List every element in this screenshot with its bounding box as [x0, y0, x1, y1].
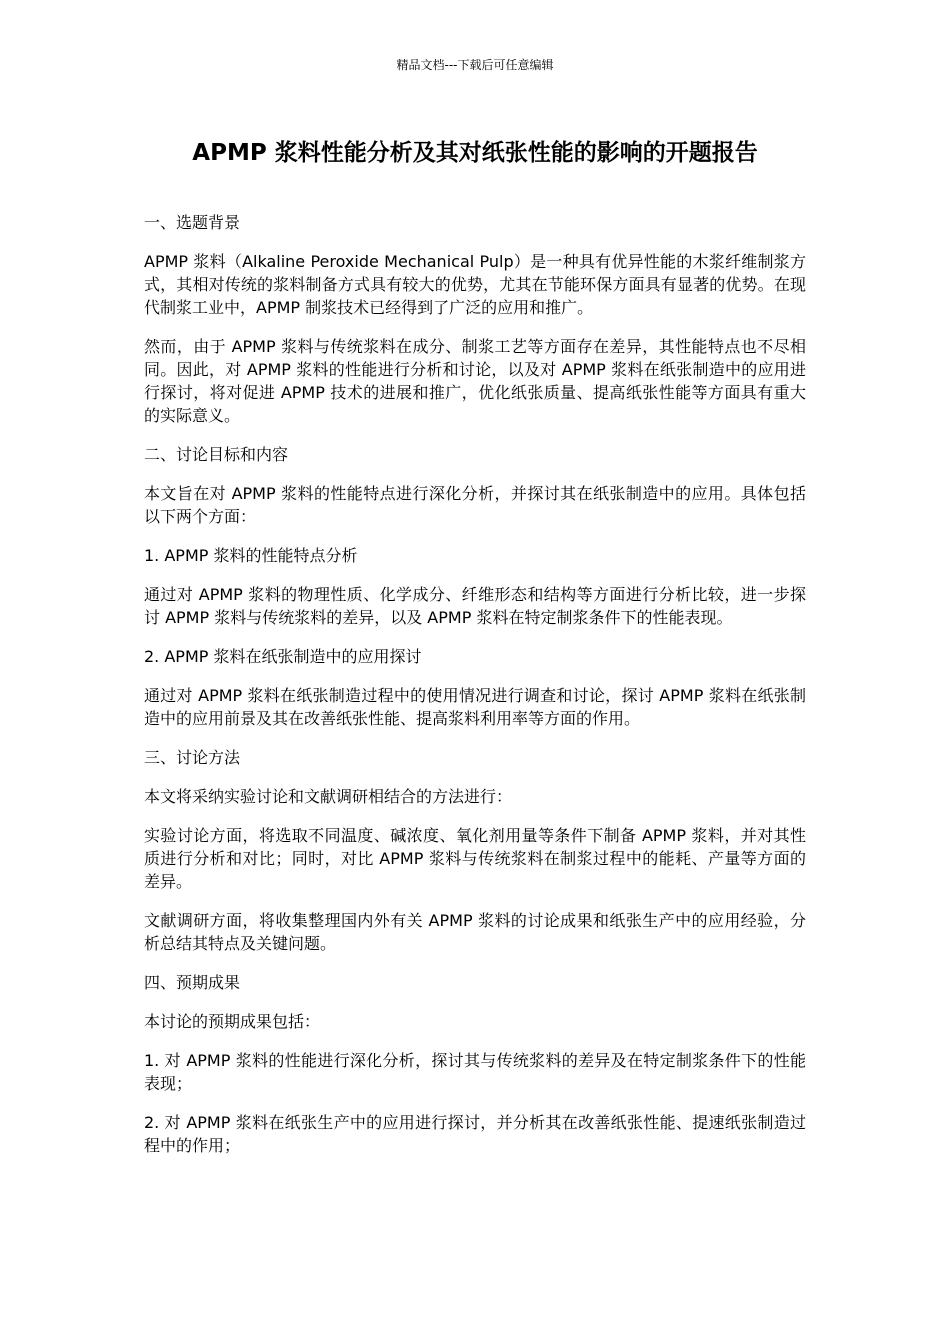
section-heading-background: 一、选题背景: [144, 213, 241, 232]
paragraph: 然而，由于 APMP 浆料与传统浆料在成分、制浆工艺等方面存在差异，其性能特点也不尽相同。因此，对 APMP 浆料的性能进行分析和讨论，以及对 APMP 浆料在纸张制造中的应用进行探讨，将对促进 APMP 技术的进展和推广，优化纸张质量、提高纸张性能等方面具有重大的实际意义。: [144, 337, 806, 425]
paragraph: 本文旨在对 APMP 浆料的性能特点进行深化分析，并探讨其在纸张制造中的应用。具体包括以下两个方面：: [144, 484, 806, 526]
subsection-title: 2. APMP 浆料在纸张制造中的应用探讨: [144, 647, 422, 666]
list-item: 1. 对 APMP 浆料的性能进行深化分析，探讨其与传统浆料的差异及在特定制浆条件下的性能表现；: [144, 1051, 806, 1093]
paragraph: APMP 浆料（Alkaline Peroxide Mechanical Pulp）是一种具有优异性能的木浆纤维制浆方式，其相对传统的浆料制备方式具有较大的优势，尤其在节能环保方面具有显著的优势。在现代制浆工业中，APMP 制浆技术已经得到了广泛的应用和推广。: [144, 252, 806, 317]
section-heading-goals: 二、讨论目标和内容: [144, 445, 289, 464]
paragraph: 本文将采纳实验讨论和文献调研相结合的方法进行：: [144, 787, 513, 806]
list-item: 2. 对 APMP 浆料在纸张生产中的应用进行探讨，并分析其在改善纸张性能、提速纸张制造过程中的作用；: [144, 1113, 806, 1155]
paragraph: 本讨论的预期成果包括：: [144, 1012, 321, 1031]
section-heading-outcomes: 四、预期成果: [144, 973, 241, 992]
header-note: 精品文档---下载后可任意编辑: [396, 58, 554, 72]
paragraph: 文献调研方面，将收集整理国内外有关 APMP 浆料的讨论成果和纸张生产中的应用经验，分析总结其特点及关键问题。: [144, 911, 806, 953]
document-body: [144, 211, 806, 1173]
paragraph: 通过对 APMP 浆料的物理性质、化学成分、纤维形态和结构等方面进行分析比较，进一步探讨 APMP 浆料与传统浆料的差异，以及 APMP 浆料在特定制浆条件下的性能表现。: [144, 585, 806, 627]
document-title: APMP 浆料性能分析及其对纸张性能的影响的开题报告: [192, 140, 758, 166]
paragraph: 实验讨论方面，将选取不同温度、碱浓度、氧化剂用量等条件下制备 APMP 浆料，并对其性质进行分析和对比；同时，对比 APMP 浆料与传统浆料在制浆过程中的能耗、产量等方面的差异。: [144, 826, 806, 891]
subsection-title: 1. APMP 浆料的性能特点分析: [144, 546, 358, 565]
paragraph: 通过对 APMP 浆料在纸张制造过程中的使用情况进行调查和讨论，探讨 APMP 浆料在纸张制造中的应用前景及其在改善纸张性能、提高浆料利用率等方面的作用。: [144, 686, 806, 728]
section-heading-methods: 三、讨论方法: [144, 748, 241, 767]
